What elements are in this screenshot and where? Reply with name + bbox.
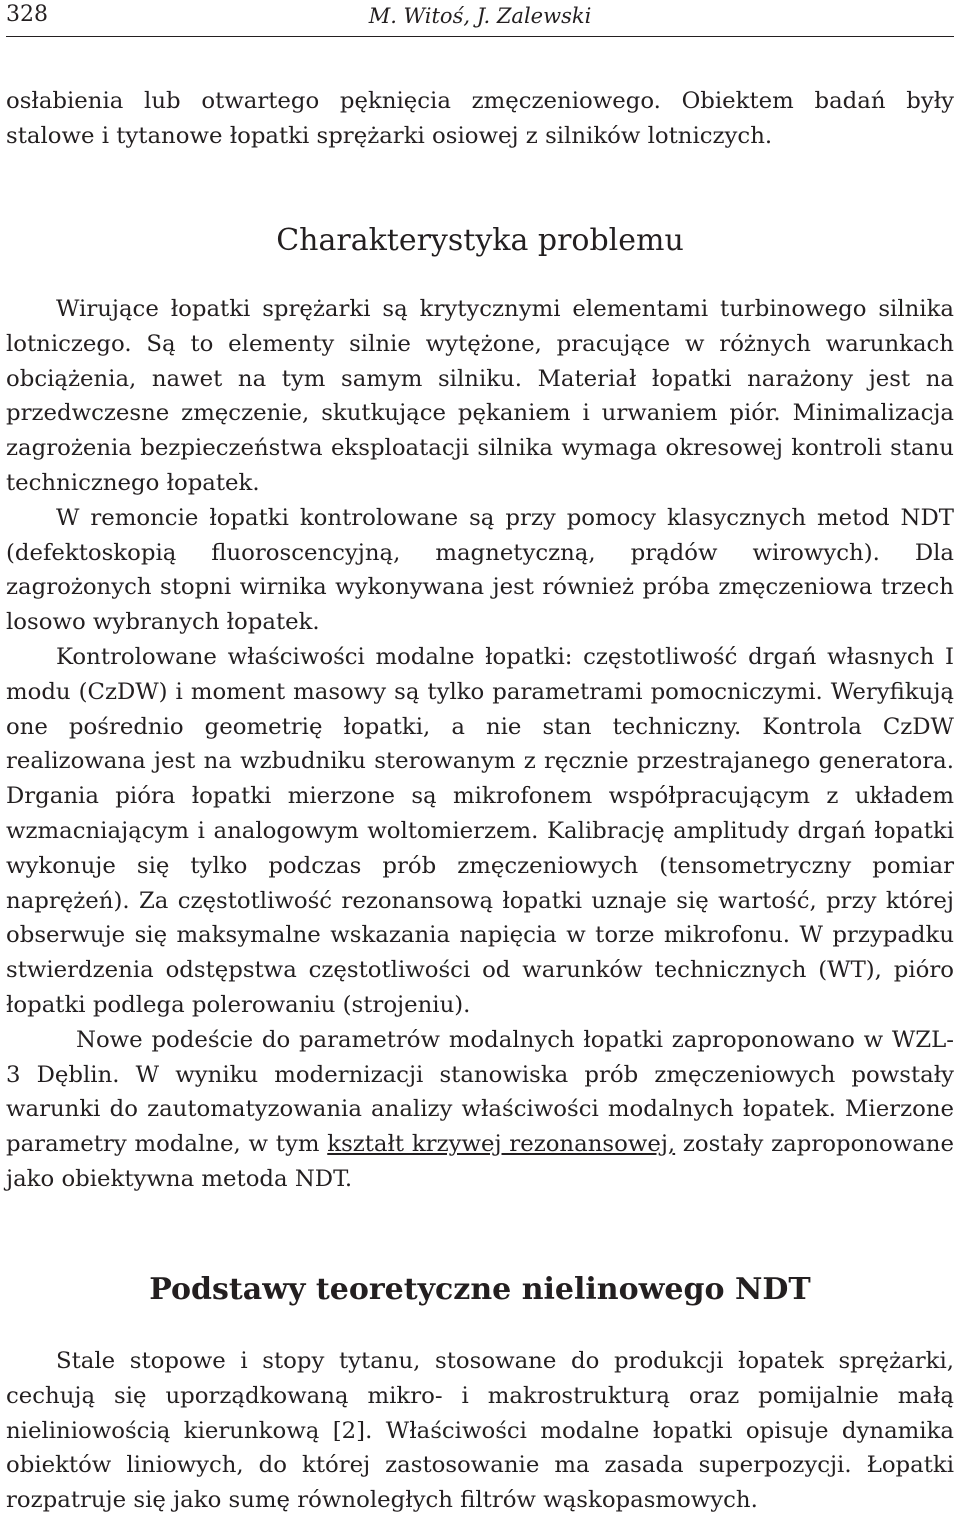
section-title-problem: Charakterystyka problemu <box>276 223 684 258</box>
intro-paragraph: osłabienia lub otwartego pęknięcia zmęczeniowego. Obiektem badań były stalowe i tytanowe łopatki sprężarki osiowej z silników lotniczych. <box>6 88 954 149</box>
page-header <box>6 0 954 37</box>
paragraph: Wirujące łopatki sprężarki są krytycznymi elementami turbinowego silnika lotniczego. Są to elementy silnie wytężone, pracujące w różnych warunkach obciążenia, nawet na tym samym silniku. Materiał łopatki narażony jest na przedwczesne zmęczenie, skutkujące pękaniem i urwaniem piór. Minimalizacja zagrożenia bezpieczeństwa eksploatacji silnika wymaga okresowej kontroli stanu technicznego łopatek. <box>6 296 954 496</box>
section-title-theory: Podstawy teoretyczne nielinowego NDT <box>149 1272 811 1307</box>
paragraph: Kontrolowane właściwości modalne łopatki: częstotliwość drgań własnych I modu (CzDW) i moment masowy są tylko parametrami pomocniczymi. Weryfikują one pośrednio geometrię łopatki, a nie stan techniczny. Kontrola CzDW realizowana jest na wzbudniku sterowanym z ręcznie przestrajanego generatora. Drgania pióra łopatki mierzone są mikrofonem współpracującym z układem wzmacniającym i analogowym woltomierzem. Kalibrację amplitudy drgań łopatki wykonuje się tylko podczas prób zmęczeniowych (tensometryczny pomiar naprężeń). Za częstotliwość rezonansową łopatki uznaje się wartość, przy której obserwuje się maksymalne wskazania napięcia w torze mikrofonu. W przypadku stwierdzenia odstępstwa częstotliwości od warunków technicznych (WT), pióro łopatki podlega polerowaniu (strojeniu). <box>6 643 954 1018</box>
paragraph-text: Nowe podeście do parametrów modalnych łopatki zaproponowano w WZL-3 Dęblin. W wyniku modernizacji stanowiska prób zmęczeniowych powstały warunki do zautomatyzowania analizy właściwości modalnych łopatek. Mierzone parametry modalne, w tym <box>6 1026 954 1158</box>
paragraph: W remoncie łopatki kontrolowane są przy pomocy klasycznych metod NDT (defektoskopią fluoroscencyjną, magnetyczną, prądów wirowych). Dla zagrożonych stopni wirnika wykonywana jest również próba zmęczeniowa trzech losowo wybranych łopatek. <box>6 504 954 636</box>
paragraph <box>6 1023 954 1197</box>
page-number: 328 <box>6 2 48 27</box>
paragraph-text: zostały zaproponowane jako obiektywna metoda NDT. <box>6 1131 954 1192</box>
theory-text-block <box>6 1344 954 1518</box>
intro-text-block <box>6 84 954 154</box>
underlined-phrase: kształt krzywej rezonansowej, <box>327 1131 676 1158</box>
running-head-authors: M. Witoś, J. Zalewski <box>368 4 592 28</box>
problem-text-block <box>6 292 954 1197</box>
paragraph: Stale stopowe i stopy tytanu, stosowane do produkcji łopatek sprężarki, cechują się uporządkowaną mikro- i makrostrukturą oraz pomijalnie małą nieliniowością kierunkową [2]. Właściwości modalne łopatki opisuje dynamika obiektów liniowych, do której zastosowanie ma zasada superpozycji. Łopatki rozpatruje się jako sumę równoległych filtrów wąskopasmowych. <box>6 1348 954 1514</box>
